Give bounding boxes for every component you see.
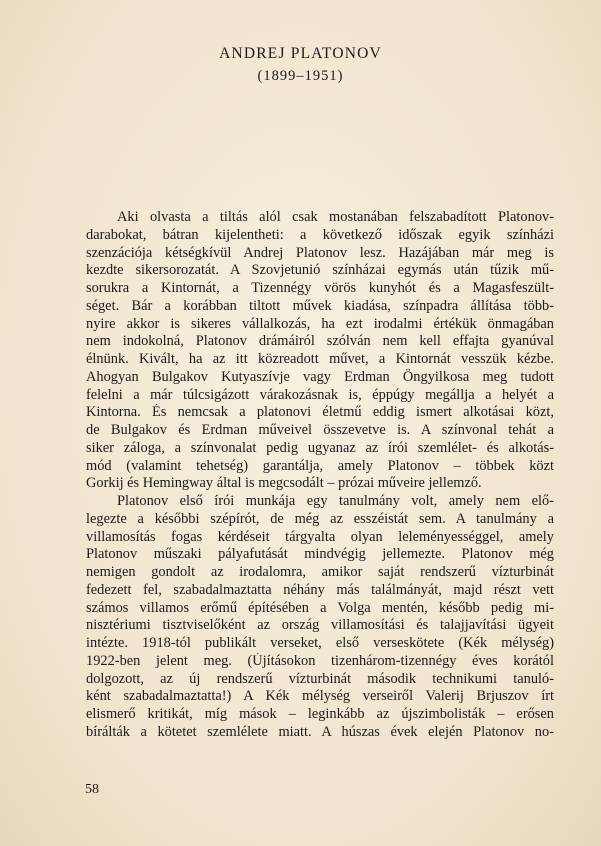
text-line: számos villamos erőmű építésében a Volga mentén, később pedig mi- [86,599,554,616]
text-line: villamosítás fogas kérdéseit tárgyalta olyan leleményességgel, amely [86,528,554,545]
text-line: siker záloga, a színvonalat pedig ugyanaz az írói szemlélet- és alkotás- [86,439,554,456]
text-line: Platonov műszaki pályafutását mindvégig jellemezte. Platonov még [86,546,554,563]
author-years: (1899–1951) [257,68,344,84]
text-line: szenzációja kétségkívül Andrej Platonov lesz. Hazájában már meg is [86,244,554,261]
text-line: Aki olvasta a tiltás alól csak mostanában felszabadított Platonov- [117,209,554,225]
text-line: felelni a már túlcsigázott várakozásnak is, éppúgy megállja a helyét a [86,386,554,403]
text-line: élnünk. Kivált, ha az itt közreadott művet, a Kintornát vesszük kézbe. [86,351,554,367]
text-line: Ahogyan Bulgakov Kutyaszívje vagy Erdman Öngyilkosa meg tudott [86,368,554,385]
page-number: 58 [85,782,99,797]
text-line: darabokat, bátran kijelentheti: a következő időszak egyik színházi [86,226,554,243]
text-line: 1922-ben jelent meg. (Újításokon tizenhárom-tizennégy éves korától [86,652,554,669]
author-name: ANDREJ PLATONOV [219,45,382,62]
text-line: ként szabadalmaztatta!) A Kék mélység verseiről Valerij Brjuszov írt [86,688,554,705]
text-line: legezte a későbbi szépírót, de még az esszéistát sem. A tanulmány a [86,510,554,527]
text-line: bírálták a kötetet szemlélete miatt. A húszas évek elején Platonov no- [86,723,554,740]
text-line: nem indokolná, Platonov drámáiról szólván nem kell effajta gyanúval [86,333,554,350]
text-line: intézte. 1918-tól publikált verseket, első verseskötete (Kék mélység) [86,635,554,651]
text-line: séget. Bár a korábban tiltott művek kiadása, színpadra állítása több- [86,297,554,314]
text-line: mód (valamint tehetség) garantálja, amely Platonov – többek közt [86,457,554,474]
text-line: sorukra a Kintornát, a Tizennégy vörös kunyhót és a Magasfeszült- [86,280,554,296]
text-line: Kintorna. És nemcsak a platonovi életmű eddig ismert alkotásai közt, [86,404,554,421]
chapter-heading [0,44,601,86]
text-line: elismerő kritikát, míg mások – leginkább az újszimbolisták – erősen [86,706,554,722]
text-line: nisztériumi tisztviselőként az ország villamosítási és talajjavítási ügyeit [86,617,554,634]
text-line: nemigen gondolt az irodalomra, amikor saját rendszerű vízturbinát [86,564,554,580]
text-line: nyire akkor is sikeres vállalkozás, ha ezt irodalmi értékük önmagában [86,315,554,332]
text-line: dolgozott, az új rendszerű vízturbinát második technikumi tanuló- [86,670,554,687]
text-line: Gorkij és Hemingway által is megcsodált – prózai műveire jellemző. [86,475,482,492]
body-text [86,209,554,742]
text-line: fedezett fel, szabadalmaztatta néhány más találmányát, majd részt vett [86,581,554,598]
text-line: kezdte sikersorozatát. A Szovjetunió színházai egymás után tűzik mű- [86,262,554,279]
text-line: de Bulgakov és Erdman műveivel összevetve is. A színvonal tehát a [86,422,554,438]
text-line: Platonov első írói munkája egy tanulmány volt, amely nem elő- [117,493,554,509]
